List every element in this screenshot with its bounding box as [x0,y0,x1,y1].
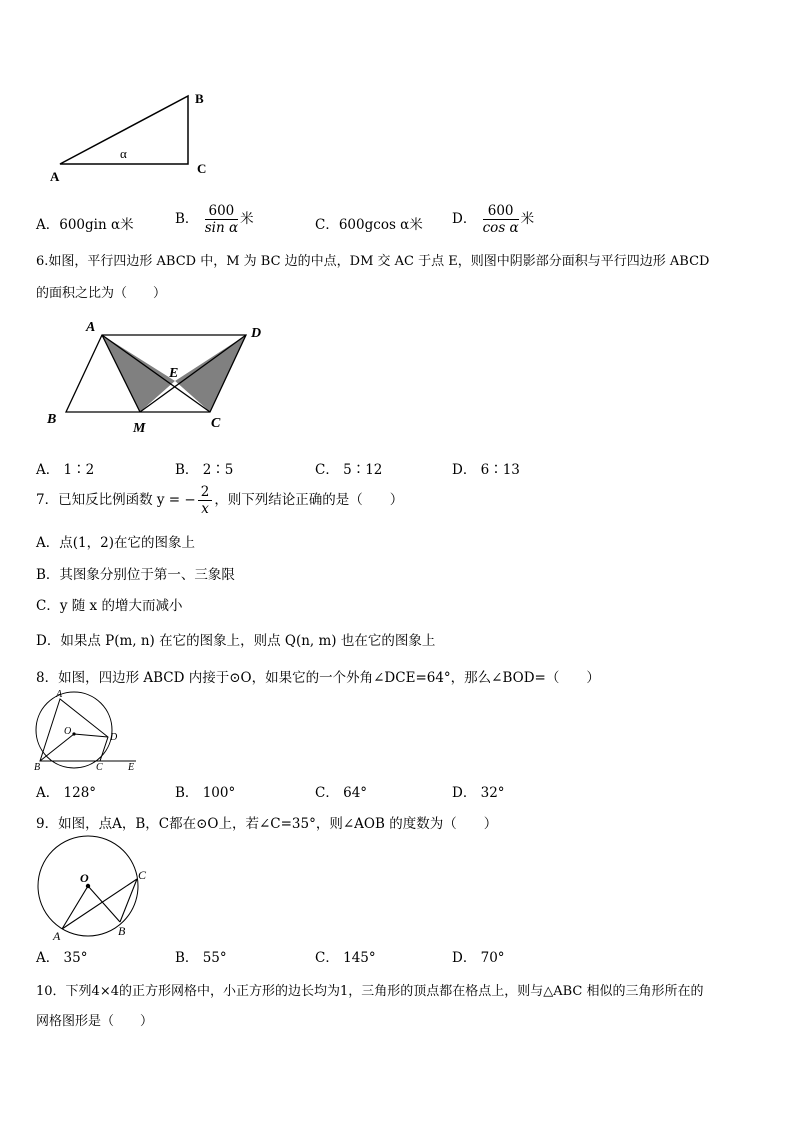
q9-label-b: B [118,924,126,938]
q5-label-b: B [195,91,204,106]
q7-choice-c: C．y 随 x 的增大而减小 [36,598,183,614]
q5-label-c: C [197,161,207,176]
q6-label-b: B [47,412,57,427]
q5-option-d: D． $\frac{600}{\text{cos α}}$ 米 [452,203,535,236]
q8-option-c: C． 64° [315,785,368,801]
q9-label-c: C [138,868,147,882]
q6-label-m: M [133,421,146,436]
q6-option-c: C． 5∶12 [315,462,383,478]
q5-triangle-figure [40,85,230,185]
q8-label-a: A [56,689,63,700]
q8-stem: 8．如图，四边形 ABCD 内接于⊙O，如果它的一个外角∠DCE=64°，那么∠BOD=（ ） [36,670,600,686]
q9-circle-figure [32,834,152,944]
q5-option-c: C．600gcos α米 [315,217,423,233]
q8-label-d: D [110,732,118,743]
q5-option-a: A．600gin α米 [36,217,134,233]
q6-label-c: C [211,416,221,431]
q6-label-e: E [169,366,179,381]
q9-option-d: D． 70° [452,950,505,966]
q9-label-o: O [80,871,89,885]
q7-choice-a: A．点(1，2)在它的图象上 [36,535,195,551]
q9-option-b: B． 55° [175,950,227,966]
q6-parallelogram-figure [40,318,280,438]
q9-label-a: A [53,929,61,943]
q6-label-a: A [86,320,96,335]
q8-label-c: C [96,762,103,773]
q5-option-b: B． $\frac{600}{\text{sin α}}$ 米 [175,203,254,236]
q7-choice-d: D．如果点 P(m, n) 在它的图象上，则点 Q(n, m) 也在它的图象上 [36,633,436,649]
q5-label-alpha: α [120,146,127,161]
q6-label-d: D [251,326,262,341]
q9-option-c: C． 145° [315,950,376,966]
q9-stem: 9．如图，点A，B，C都在⊙O上，若∠C=35°，则∠AOB 的度数为（ ） [36,816,498,832]
q7-choice-b: B．其图象分别位于第一、三象限 [36,567,235,583]
q8-option-b: B． 100° [175,785,236,801]
q6-option-a: A． 1∶2 [36,462,95,478]
q7-stem: 7．已知反比例函数 y = − $\frac{2}{x}$ ，则下列结论正确的是（ ） [36,484,404,517]
q6-option-b: B． 2∶5 [175,462,234,478]
q8-label-b: B [34,762,41,773]
q10-stem-line1: 10．下列4×4的正方形网格中，小正方形的边长均为1，三角形的顶点都在格点上，则与△ABC 相似的三角形所在的 [36,984,704,999]
q10-stem-line2: 网格图形是（ ） [36,1014,154,1029]
q6-stem-line1: 6.如图，平行四边形 ABCD 中，M 为 BC 边的中点，DM 交 AC 于点 E，则图中阴影部分面积与平行四边形 ABCD [36,254,710,269]
q6-stem-line2: 的面积之比为（ ） [36,286,167,301]
q8-circle-figure [32,688,152,774]
q6-option-d: D． 6∶13 [452,462,520,478]
q9-option-a: A． 35° [36,950,88,966]
q8-option-d: D． 32° [452,785,505,801]
q8-label-e: E [128,762,135,773]
q5-label-a: A [50,169,60,184]
q8-option-a: A． 128° [36,785,97,801]
q8-label-o: O [64,726,72,737]
